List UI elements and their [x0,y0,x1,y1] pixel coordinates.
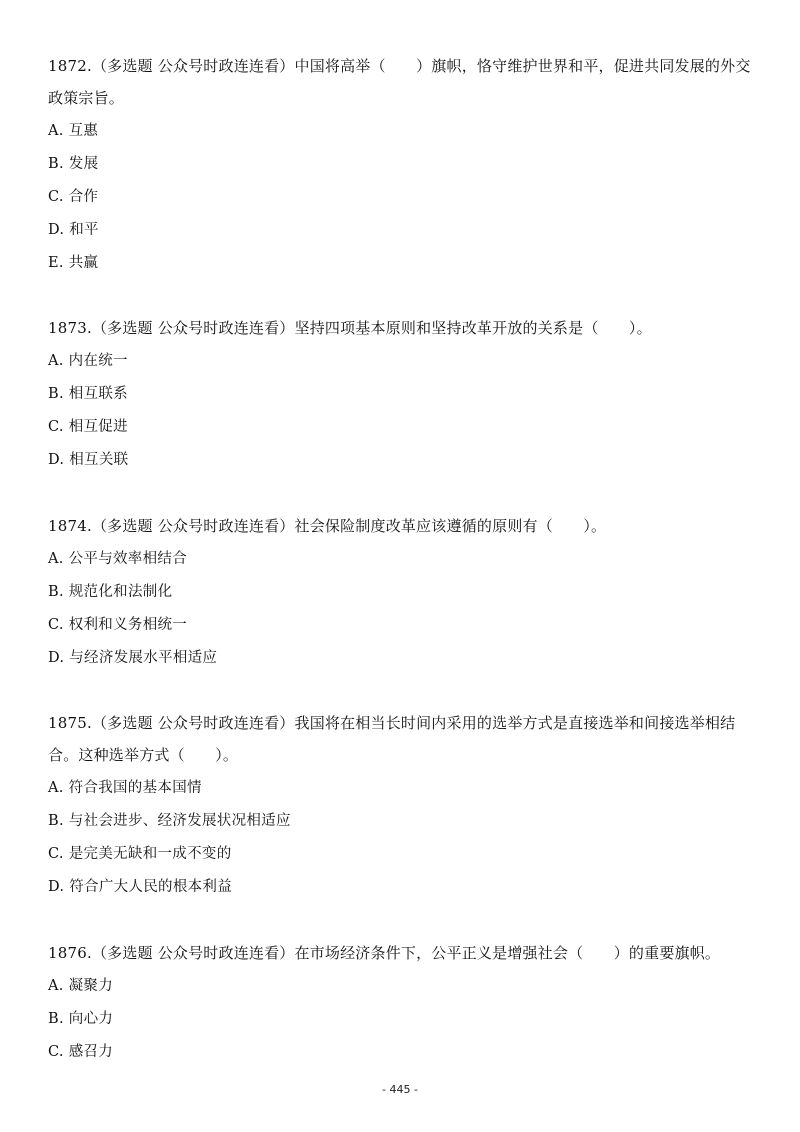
option-list [48,120,758,285]
option-a: A. 互惠 [48,123,99,139]
option-b: B. 规范化和法制化 [48,584,173,600]
option-a: A. 内在统一 [48,353,128,369]
option-a: A. 凝聚力 [48,978,113,994]
question-stem: 1873.（多选题 公众号时政连连看）坚持四项基本原则和坚持改革开放的关系是（ ）。 [48,319,652,337]
option-list [48,975,758,1074]
option-d: D. 相互关联 [48,452,129,468]
option-c: C. 合作 [48,189,99,205]
question-stem: 1876.（多选题 公众号时政连连看）在市场经济条件下，公平正义是增强社会（ ）的重要旗帜。 [48,944,721,962]
option-d: D. 符合广大人民的根本利益 [48,879,233,895]
option-c: C. 相互促进 [48,419,128,435]
option-b: B. 向心力 [48,1011,114,1027]
option-list [48,777,758,909]
option-list [48,548,758,680]
question-1875 [48,707,758,909]
option-c: C. 感召力 [48,1044,114,1060]
option-b: B. 相互联系 [48,386,128,402]
question-stem: 1872.（多选题 公众号时政连连看）中国将高举（ ）旗帜，恪守维护世界和平，促进共同发展的外交政策宗旨。 [48,57,751,107]
option-d: D. 与经济发展水平相适应 [48,650,218,666]
question-stem: 1875.（多选题 公众号时政连连看）我国将在相当长时间内采用的选举方式是直接选举和间接选举相结合。这种选举方式（ ）。 [48,714,736,764]
option-e: E. 共赢 [48,255,99,271]
question-1873 [48,312,758,482]
question-1872 [48,50,758,285]
option-a: A. 符合我国的基本国情 [48,780,202,796]
option-c: C. 权利和义务相统一 [48,617,188,633]
option-b: B. 与社会进步、经济发展状况相适应 [48,813,291,829]
option-list [48,350,758,482]
option-c: C. 是完美无缺和一成不变的 [48,846,232,862]
question-stem: 1874.（多选题 公众号时政连连看）社会保险制度改革应该遵循的原则有（ ）。 [48,517,607,535]
question-1874 [48,510,758,680]
option-d: D. 和平 [48,222,99,238]
page-number: - 445 - [382,1083,418,1096]
option-a: A. 公平与效率相结合 [48,551,187,567]
option-b: B. 发展 [48,156,99,172]
question-1876 [48,937,758,1074]
